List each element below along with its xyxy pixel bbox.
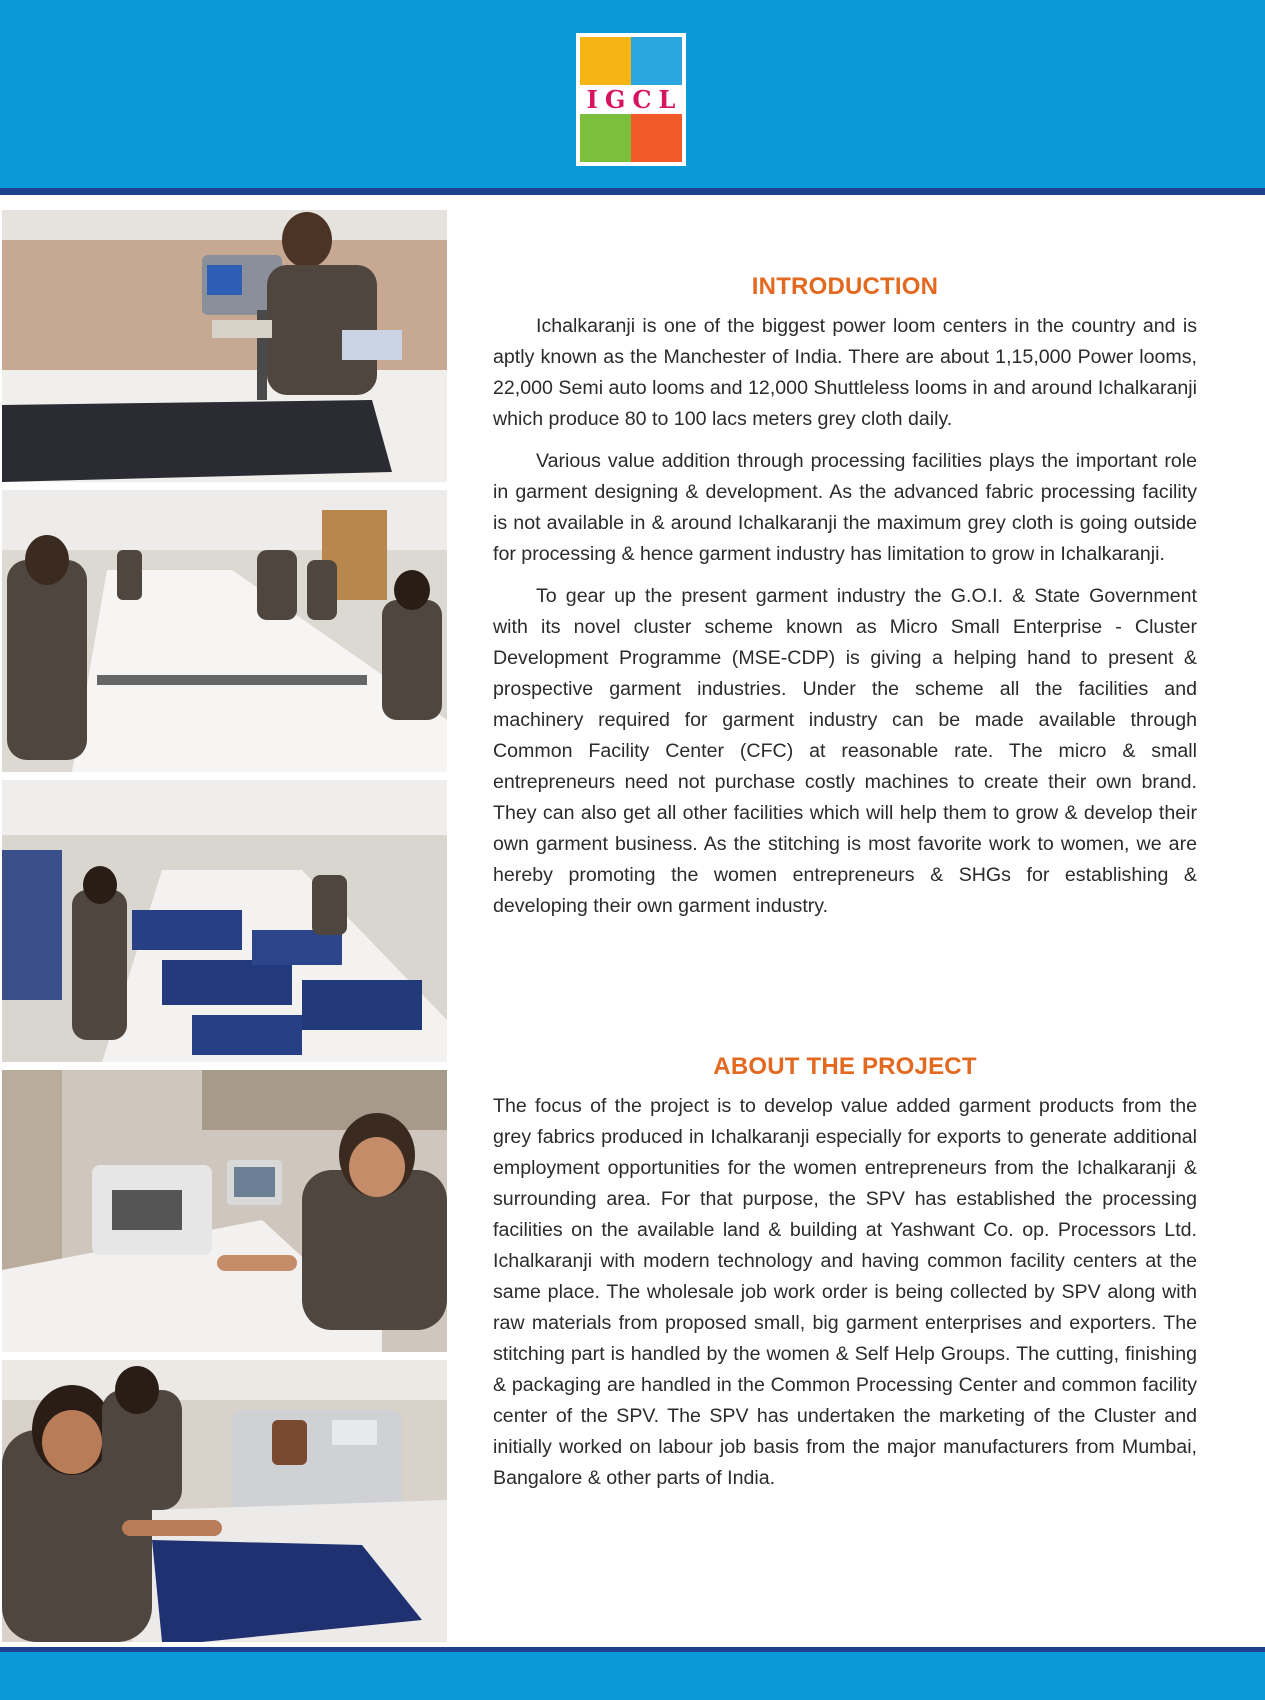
photo-sewing-machine (2, 1070, 447, 1352)
photo-sorting-line (2, 780, 447, 1062)
about-section (493, 1053, 1197, 1505)
about-paragraph: The focus of the project is to develop value added garment products from the grey fabrics produced in Ichalkaranji especially for exports to generate additional employment opportunities for the women entrepreneurs from the Ichalkaranji & surrounding area. For that purpose, the SPV has established the processing facilities on the available land & building at Yashwant Co. op. Processors Ltd. Ichalkaranji with modern technology and having common facility centers at the same place. The wholesale job work order is being collected by SPV along with raw materials from proposed small, big garment enterprises and exporters. The stitching part is handled by the women & Self Help Groups. The cutting, finishing & packaging are handled in the Common Processing Center and common facility center of the SPV. The SPV has undertaken the marketing of the Cluster and initially worked on labour job basis from the major manufacturers from Mumbai, Bangalore & other parts of India. (493, 1095, 1197, 1489)
logo-orange-square (631, 114, 682, 162)
introduction-section (493, 273, 1197, 933)
header-divider (0, 188, 1265, 195)
introduction-heading: INTRODUCTION (751, 273, 939, 300)
introduction-paragraph-3: To gear up the present garment industry the G.O.I. & State Government with its novel cluster scheme known as Micro Small Enterprise - Cluster Development Programme (MSE-CDP) is giving a helping hand to present & prospective garment industries. Under the scheme all the facilities and machinery required for garment industry can be made available through Common Facility Center (CFC) at reasonable rate. The micro & small entrepreneurs need not purchase costly machines to create their own brand. They can also get all other facilities which will help them to grow & develop their own garment business. As the stitching is most favorite work to women, we are hereby promoting the women entrepreneurs & SHGs for establishing & developing their own garment industry. (493, 585, 1197, 917)
photo-pressing-machine (2, 1360, 447, 1642)
photo-cutting-machine (2, 210, 447, 482)
logo-text: IGCL (586, 85, 683, 114)
logo-green-square (580, 114, 631, 162)
introduction-paragraph-1: Ichalkaranji is one of the biggest power loom centers in the country and is aptly known as the Manchester of India. There are about 1,15,000 Power looms, 22,000 Semi auto looms and 12,000 Shuttleless looms in and around Ichalkaranji which produce 80 to 100 lacs meters grey cloth daily. (493, 315, 1197, 430)
about-heading: ABOUT THE PROJECT (713, 1053, 977, 1080)
logo-blue-square (631, 37, 682, 85)
logo-yellow-square (580, 37, 631, 85)
introduction-paragraph-2: Various value addition through processing facilities plays the important role in garment designing & development. As the advanced fabric processing facility is not available in & around Ichalkaranji the maximum grey cloth is going outside for processing & hence garment industry has limitation to grow in Ichalkaranji. (493, 450, 1197, 565)
photo-spreading-table (2, 490, 447, 772)
footer-band (0, 1652, 1265, 1700)
igcl-logo (576, 33, 686, 166)
